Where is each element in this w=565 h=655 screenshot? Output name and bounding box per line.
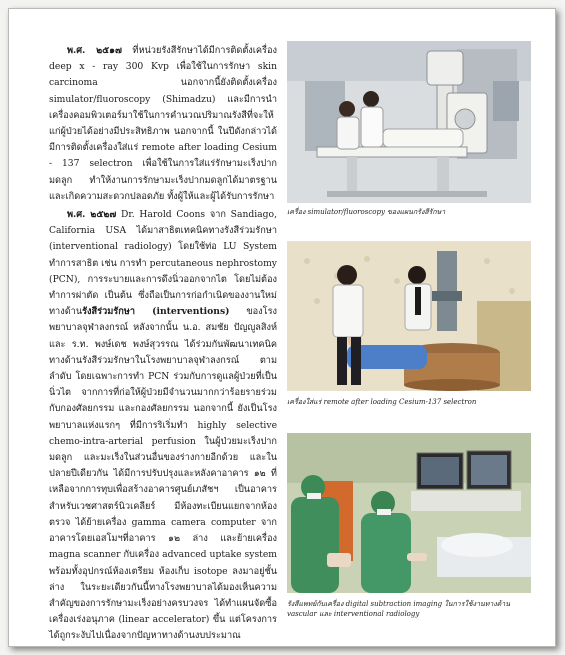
simulator-photo <box>287 41 531 203</box>
paragraph-2-text-start: Dr. Harold Coons จาก Sandiago, California USA ได้มาสาธิตเทคนิคทางรังสีร่วมรักษา (interventional radiology) โดยใช้ท่อ LU System ทำการสาธิต เช่น การทำ percutaneous nephrostomy (PCN), การระบายและการดึงนิ่วออกจากไต โดยไม่ต้องทำการผ่าตัด เป็นต้น ซึ่งถือเป็นการก่อกำเนิดของงานใหม่ทางด้าน <box>49 209 277 318</box>
paragraph-2-year: พ.ศ. ๒๕๒๗ <box>67 209 117 221</box>
figure-2 <box>287 241 531 411</box>
paragraph-2 <box>49 207 277 644</box>
paragraph-1-text: ที่หน่วยรังสีรักษาได้มีการติดตั้งเครื่อง deep x - ray 300 Kvp เพื่อใช้ในการรักษา skin carcinoma นอกจากนี้ยังติดตั้งเครื่อง simulator/fluoroscopy (Shimadzu) และมีการนำเครื่องคอมพิวเตอร์มาใช้ในการคำนวณปริมาณรังสีที่จะให้แก่ผู้ป่วยได้อย่างมีประสิทธิภาพ นอกจากนี้ ในปีดังกล่าวได้มีการติดตั้งเครื่องใส่แร่ remote after loading Cesium - 137 selectron เพื่อใช้ในการใส่แร่รักษามะเร็งปากมดลูก ทำให้งานการรักษามะเร็งปากมดลูกได้มาตรฐานและเกิดความสะดวกปลอดภัย ทั้งผู้ให้และผู้ได้รับการรักษา <box>49 45 277 202</box>
paragraph-2-text-end: ของโรงพยาบาลจุฬาลงกรณ์ หลังจากนั้น น.อ. สมชัย ปัญญูลสิงห์ และ ร.ท. พงษ์เดช พงษ์สุวรรณ ได้ร่วมกันพัฒนาเทคนิคทางด้านรังสีร่วมรักษาในโรงพยาบาลจุฬาลงกรณ์ ตามลำดับ โดยเฉพาะการทำ PCN ร่วมกับการดูแลผู้ป่วยที่เป็นนิ่วไต จากการที่ก่อให้ผู้ป่วยมีจำนวนมากกว่าร้อยรายร่วมกับกองศัลยกรรม และกองศัลยกรรม นอกจากนี้ ยังเป็นโรงพยาบาลแห่งแรกๆ ที่มีการริเริ่มทำ highly selective chemo-intra-arterial perfusion ในผู้ป่วยมะเร็งปากมดลูก และมะเร็งในส่วนอื่นของร่างกายอีกด้วย และในปลายปีเดียวกัน ได้มีการปรับปรุงและหลังคาอาคาร ๑๒ ที่เหลือจากการทุบเพื่อสร้างอาคารศูนย์เภสัชฯ เป็นอาคารสำหรับเวชศาสตร์นิวเคลียร์ มีห้องทะเบียนแยกจากห้องตรวจ ได้ย้ายเครื่อง gamma camera computer จากอาคารโดยเอสโมฯที่อาคาร ๑๒ ล่าง และย้ายเครื่อง magna scanner กับเครื่อง advanced uptake system พร้อมทั้งอุปกรณ์ห้องเตรียม ห้องเก็บ isotope ลงมาอยู่ชั้นล่าง ในระยะเดียวกันนี้ทางโรงพยาบาลได้มองเห็นความสำคัญของการรักษามะเร็งอย่างครบวงจร ได้ทำแผนจัดซื้อเครื่องเร่งอนุภาค (linear accelerator) ขึ้น แต่โครงการได้ถูกระงับไปเนื่องจากปัญหาทางด้านงบประมาณ <box>49 306 278 642</box>
figure-3 <box>287 433 531 633</box>
figure-1-caption: เครื่อง simulator/fluoroscopy ของแผนกรังสีรักษา <box>287 208 446 216</box>
figure-2-caption: เครื่องใส่แร่ remote after loading Cesium-137 selectron <box>287 398 477 406</box>
paragraph-2-bold-term: รังสีร่วมรักษา (interventions) <box>82 306 230 318</box>
paragraph-1-year: พ.ศ. ๒๕๑๗ <box>67 45 122 56</box>
remote-afterloading-photo <box>287 241 531 391</box>
figure-3-caption: รังสีแพทย์กับเครื่อง digital subtraction imaging ในการใช้งานทางด้าน vascular และ interventional radiology <box>287 600 511 618</box>
document-page <box>8 8 556 647</box>
body-text-column <box>49 43 277 645</box>
paragraph-1 <box>49 43 277 205</box>
digital-subtraction-photo <box>287 433 531 593</box>
figure-1 <box>287 41 531 231</box>
